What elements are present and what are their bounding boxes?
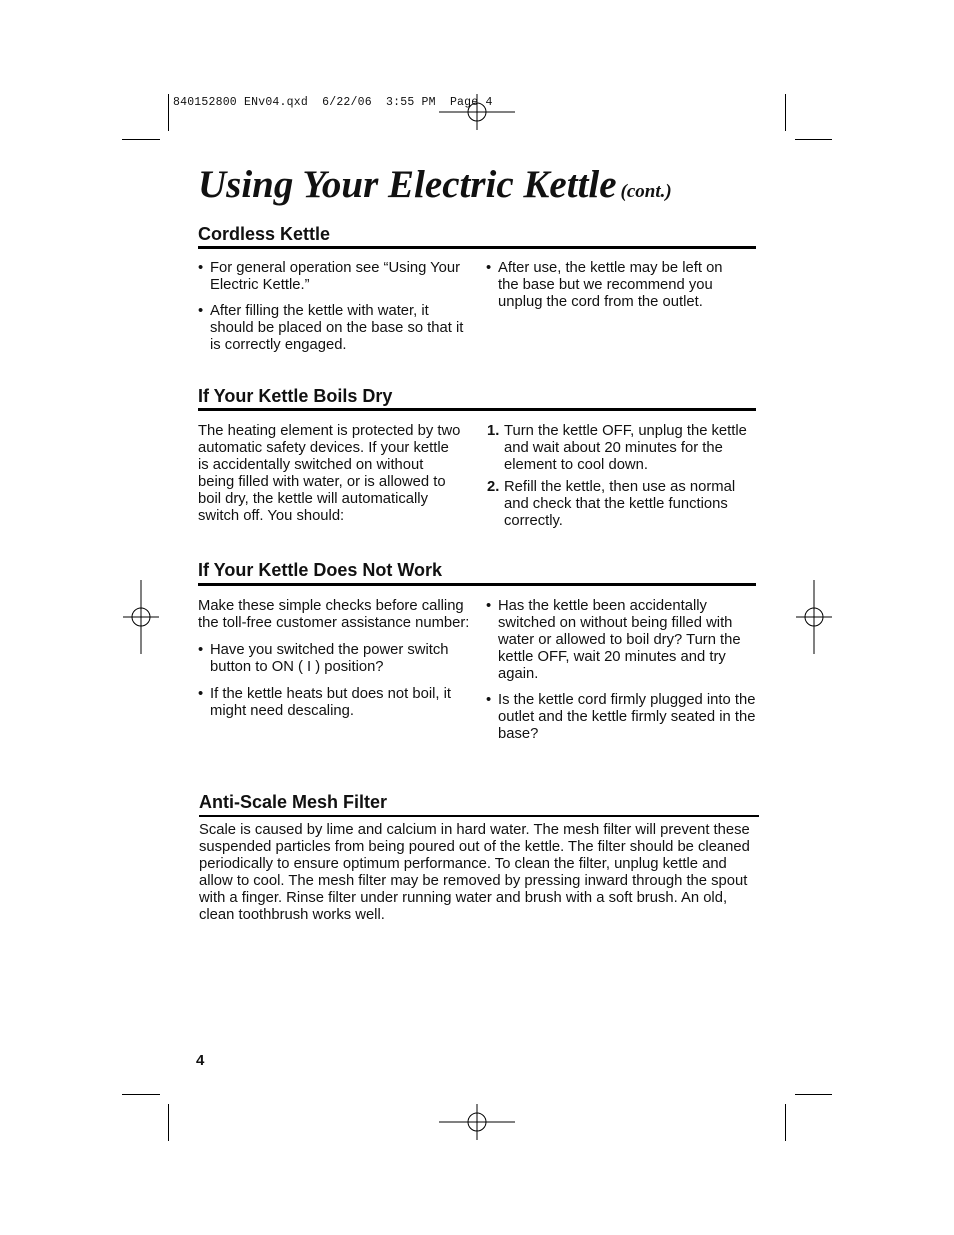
step-text: Turn the kettle OFF, unplug the kettle and wait about 20 minutes for the element to cool down.	[504, 423, 747, 473]
section-rule	[198, 583, 756, 586]
list-item-text: If the kettle heats but does not boil, it might need descaling.	[210, 686, 452, 719]
numbered-step	[487, 423, 759, 474]
bullet: •	[486, 598, 492, 614]
list-item-text: Have you switched the power switch button to ON ( I ) position?	[210, 642, 449, 675]
page-title	[198, 162, 672, 215]
does-not-work-right-column	[486, 598, 756, 743]
mesh-filter-body-column	[199, 822, 761, 924]
crop-mark-bottom-right-vertical	[785, 1104, 786, 1141]
section-heading-boils-dry: If Your Kettle Boils Dry	[198, 386, 393, 406]
list-item-text: After filling the kettle with water, it should be placed on the base so that it is correctly engaged.	[210, 303, 464, 353]
section-heading-does-not-work: If Your Kettle Does Not Work	[198, 560, 443, 580]
list-item	[198, 303, 474, 354]
step-number: 1.	[487, 423, 500, 439]
step-text: Refill the kettle, then use as normal and check that the kettle functions correctly.	[504, 479, 736, 529]
registration-mark-top-icon	[437, 92, 517, 132]
registration-mark-right-icon	[794, 578, 834, 656]
crop-mark-top-right-horizontal	[795, 139, 832, 140]
bullet: •	[198, 260, 204, 276]
cordless-left-column	[198, 260, 474, 354]
crop-mark-bottom-right-horizontal	[795, 1094, 832, 1095]
crop-mark-top-left-vertical	[168, 94, 169, 131]
list-item	[198, 686, 472, 720]
boils-dry-left-column	[198, 423, 462, 525]
crop-mark-bottom-left-horizontal	[122, 1094, 160, 1095]
section-rule	[198, 246, 756, 249]
numbered-step	[487, 479, 759, 530]
mesh-filter-body: Scale is caused by lime and calcium in hard water. The mesh filter will prevent these suspended particles from being poured out of the kettle. The filter should be cleaned periodically to ensure optimum performance. To clean the filter, unplug kettle and allow to cool. The mesh filter may be removed by pressing inward through the spout with a finger. Rinse filter under running water and brush with a soft brush. An old, clean toothbrush works well.	[199, 822, 750, 923]
crop-mark-top-left-horizontal	[122, 139, 160, 140]
crop-mark-top-right-vertical	[785, 94, 786, 131]
cordless-right-column	[486, 260, 738, 311]
bullet: •	[486, 260, 492, 276]
section-heading-mesh-filter: Anti-Scale Mesh Filter	[199, 792, 388, 812]
registration-mark-bottom-icon	[437, 1102, 517, 1142]
section-heading-cordless-kettle: Cordless Kettle	[198, 224, 331, 244]
page-title-main: Using Your Electric Kettle	[198, 163, 617, 206]
list-item-text: Has the kettle been accidentally switched on without being filled with water or allowed to boil dry? Turn the kettle OFF, wait 20 minutes and try again.	[498, 598, 741, 682]
bullet: •	[198, 642, 204, 658]
page-title-suffix: (cont.)	[620, 181, 672, 202]
list-item-text: Is the kettle cord firmly plugged into the outlet and the kettle firmly seated in the base?	[498, 692, 756, 742]
bullet: •	[198, 303, 204, 319]
list-item	[486, 598, 756, 683]
does-not-work-left-column	[198, 598, 472, 720]
list-item	[486, 692, 756, 743]
step-number: 2.	[487, 479, 500, 495]
list-item	[198, 642, 472, 676]
page-number: 4	[196, 1052, 205, 1069]
boils-dry-intro: The heating element is protected by two automatic safety devices. If your kettle is accidentally switched on without being filled with water, or is allowed to boil dry, the kettle will automatically switch off. You should:	[198, 423, 461, 524]
bullet: •	[486, 692, 492, 708]
list-item	[486, 260, 738, 311]
list-item	[198, 260, 474, 294]
list-item-text: After use, the kettle may be left on the base but we recommend you unplug the cord from the outlet.	[498, 260, 723, 310]
crop-mark-bottom-left-vertical	[168, 1104, 169, 1141]
section-rule	[198, 408, 756, 411]
section-rule	[199, 815, 759, 817]
list-item-text: For general operation see “Using Your Electric Kettle.”	[210, 260, 461, 293]
bullet: •	[198, 686, 204, 702]
does-not-work-intro: Make these simple checks before calling the toll-free customer assistance number:	[198, 598, 470, 631]
printer-slug: 840152800 ENv04.qxd 6/22/06 3:55 PM Page 4	[173, 96, 493, 109]
registration-mark-left-icon	[121, 578, 161, 656]
boils-dry-right-column	[487, 423, 759, 530]
